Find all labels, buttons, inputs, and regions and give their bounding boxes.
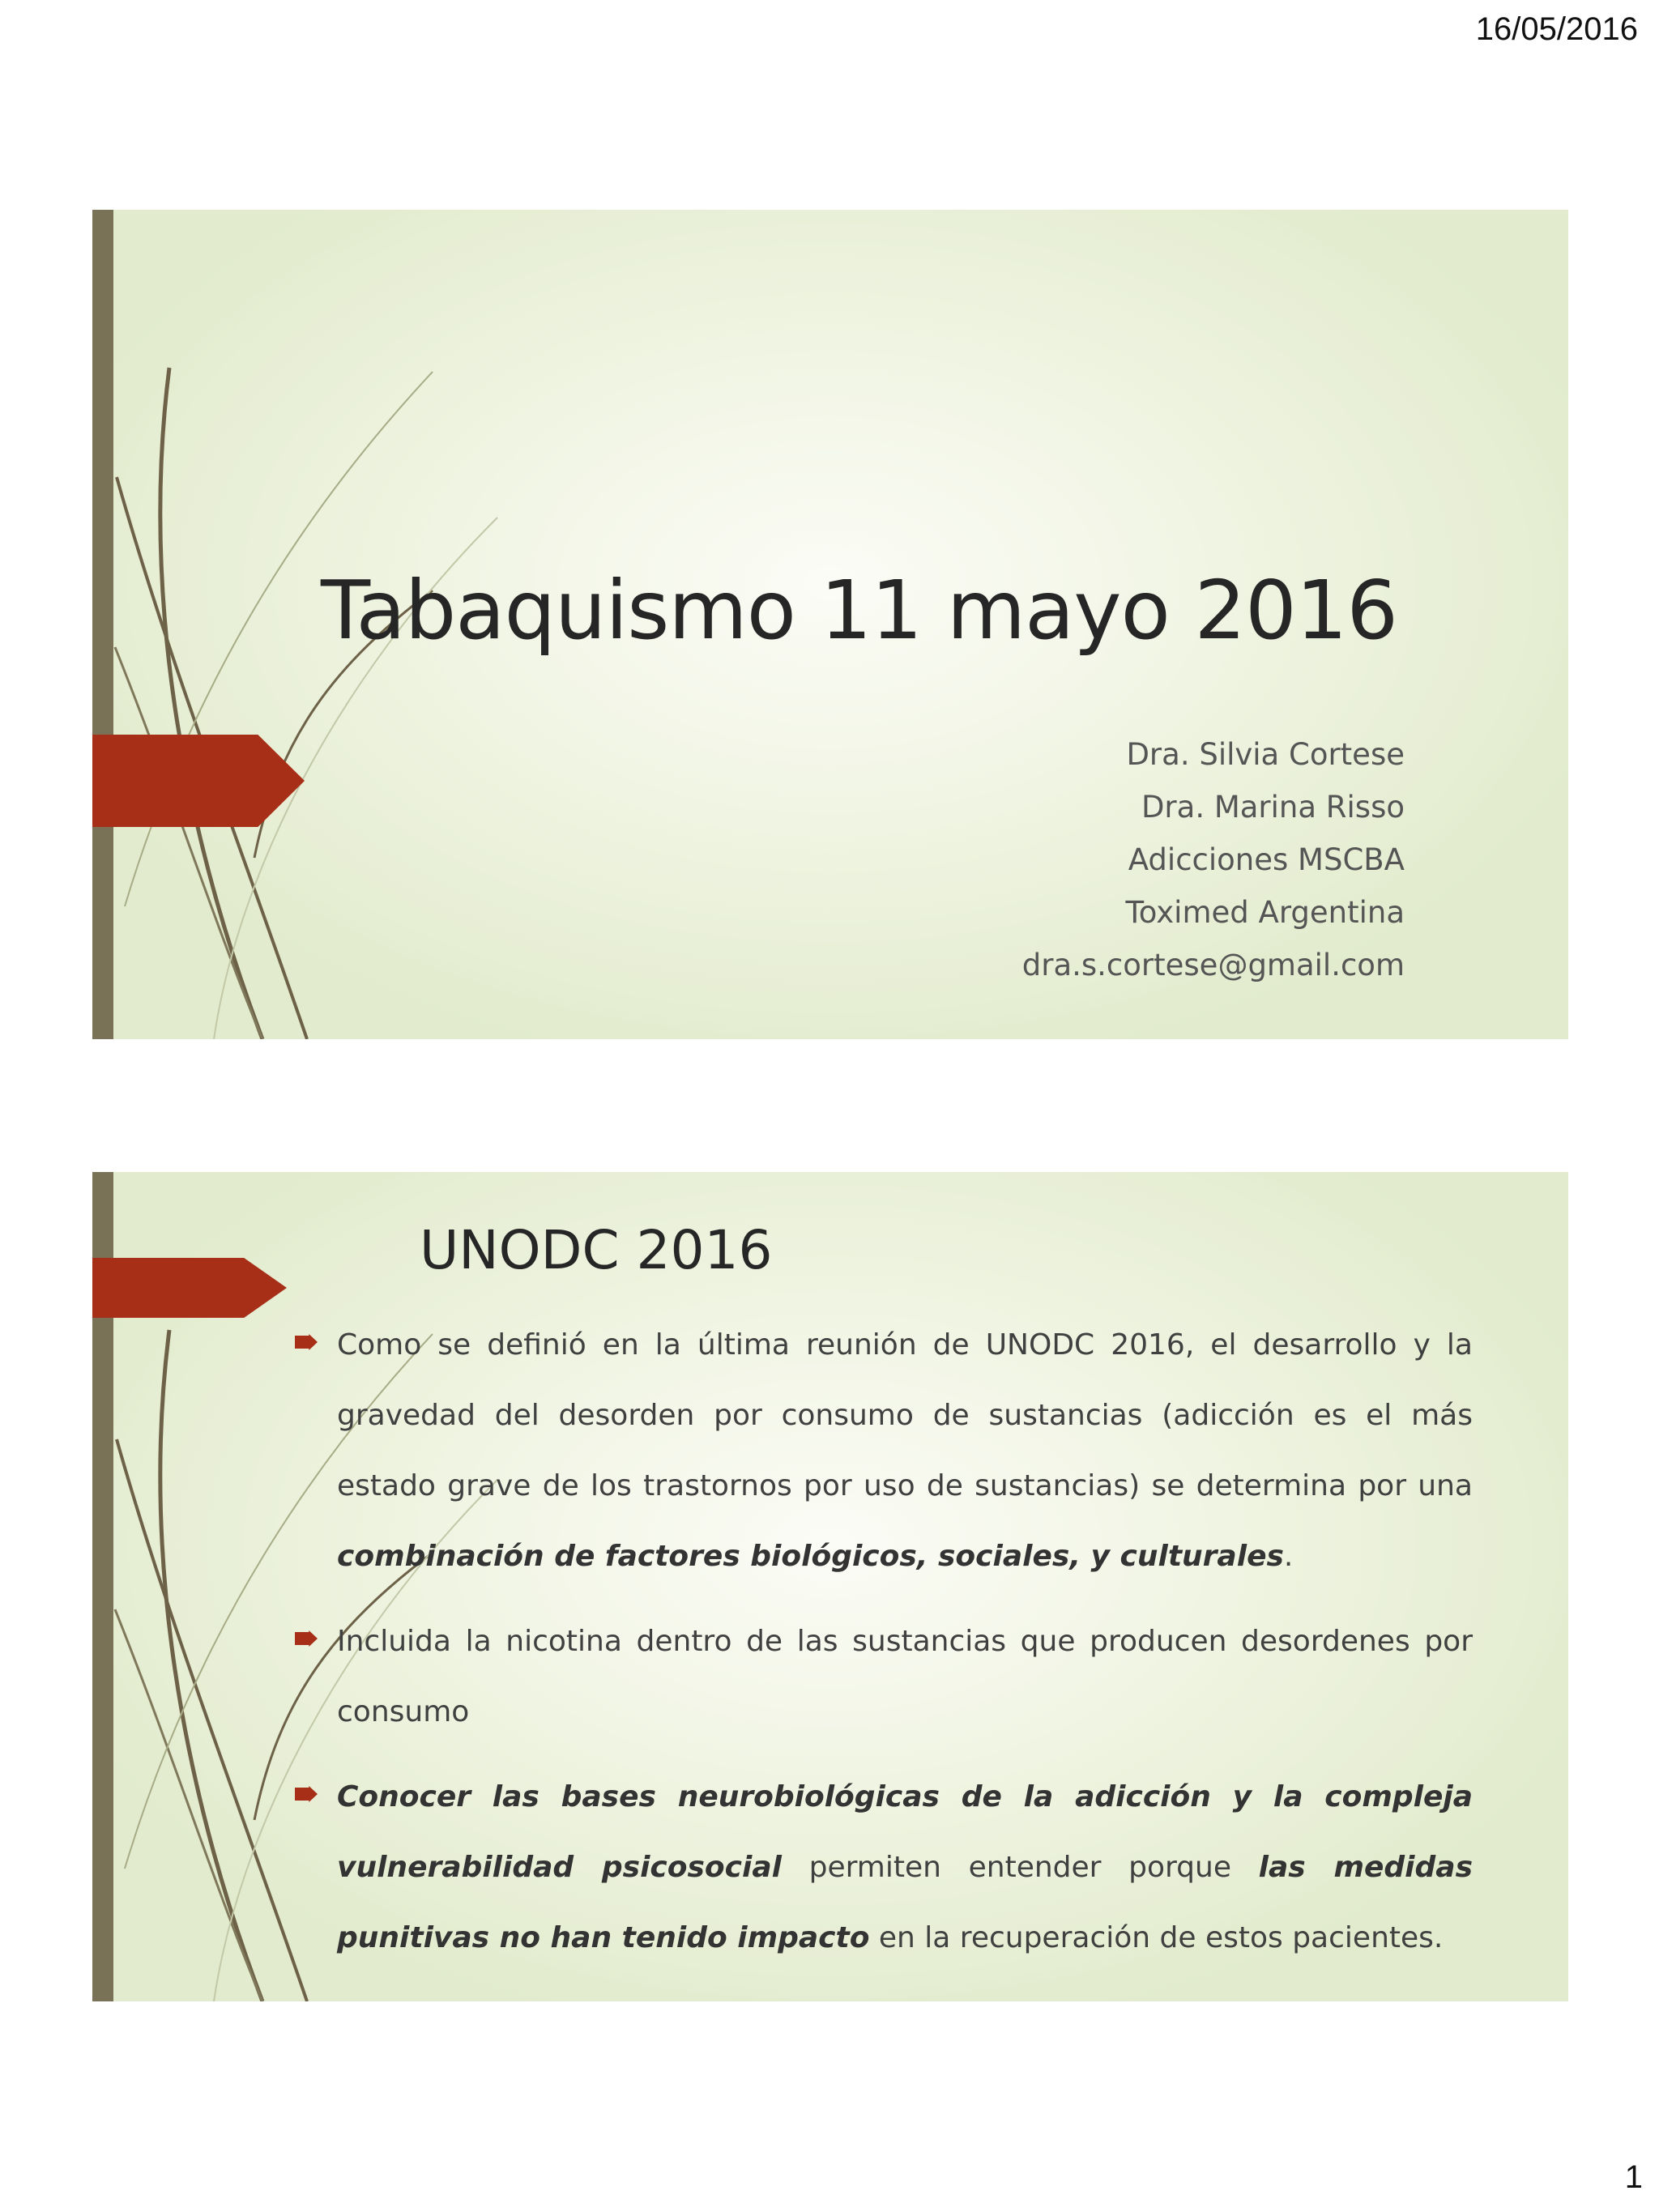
- author-info: [1022, 728, 1405, 991]
- author-line-2: Dra. Marina Risso: [1141, 790, 1405, 825]
- affiliation-line-2: Toximed Argentina: [1125, 895, 1405, 930]
- bullet-1-text: Como se definió en la última reunión de UNODC 2016, el desarrollo y la gravedad del desorden por consumo de sustancias (adicción es el más estado grave de los trastornos por uso de sustancias) se determina por una: [337, 1328, 1473, 1502]
- bullet-3-text-2: en la recuperación de estos pacientes.: [869, 1921, 1444, 1954]
- arrow-bullet-icon: [295, 1786, 318, 1802]
- bullet-item-3: [295, 1762, 1473, 1973]
- arrow-bullet-icon: [295, 1630, 318, 1647]
- slide-2-title: UNODC 2016: [420, 1219, 773, 1281]
- bullet-item-1: [295, 1310, 1473, 1592]
- red-arrow-tab: [92, 1258, 287, 1318]
- bullet-1-emphasis: combinación de factores biológicos, sociales, y culturales: [337, 1540, 1284, 1573]
- contact-email: dra.s.cortese@gmail.com: [1021, 948, 1405, 982]
- bullet-2-text: Incluida la nicotina dentro de las sustancias que producen desordenes por consumo: [337, 1625, 1473, 1728]
- affiliation-line-1: Adicciones MSCBA: [1128, 842, 1405, 877]
- slide-title: [92, 210, 1568, 1039]
- red-arrow-tab: [92, 735, 305, 827]
- bullet-3-emphasis-2: las medidas punitivas no han tenido impacto: [337, 1851, 1473, 1954]
- author-line-1: Dra. Silvia Cortese: [1126, 737, 1405, 772]
- slide-1-title: Tabaquismo 11 mayo 2016: [321, 563, 1398, 658]
- slide-left-bar: [92, 210, 113, 1039]
- bullet-3-text-1: permiten entender porque: [781, 1851, 1259, 1884]
- slide-content: [92, 1172, 1568, 2001]
- bullet-list: [295, 1310, 1473, 1988]
- page-number: 1: [1624, 2159, 1643, 2195]
- page-date: 16/05/2016: [1475, 11, 1638, 47]
- arrow-bullet-icon: [295, 1334, 318, 1350]
- bullet-3-emphasis-1: Conocer las bases neurobiológicas de la adicción y la compleja vulnerabilidad psicosocial: [337, 1780, 1473, 1884]
- bullet-item-2: [295, 1606, 1473, 1747]
- bullet-1-end: .: [1283, 1540, 1294, 1573]
